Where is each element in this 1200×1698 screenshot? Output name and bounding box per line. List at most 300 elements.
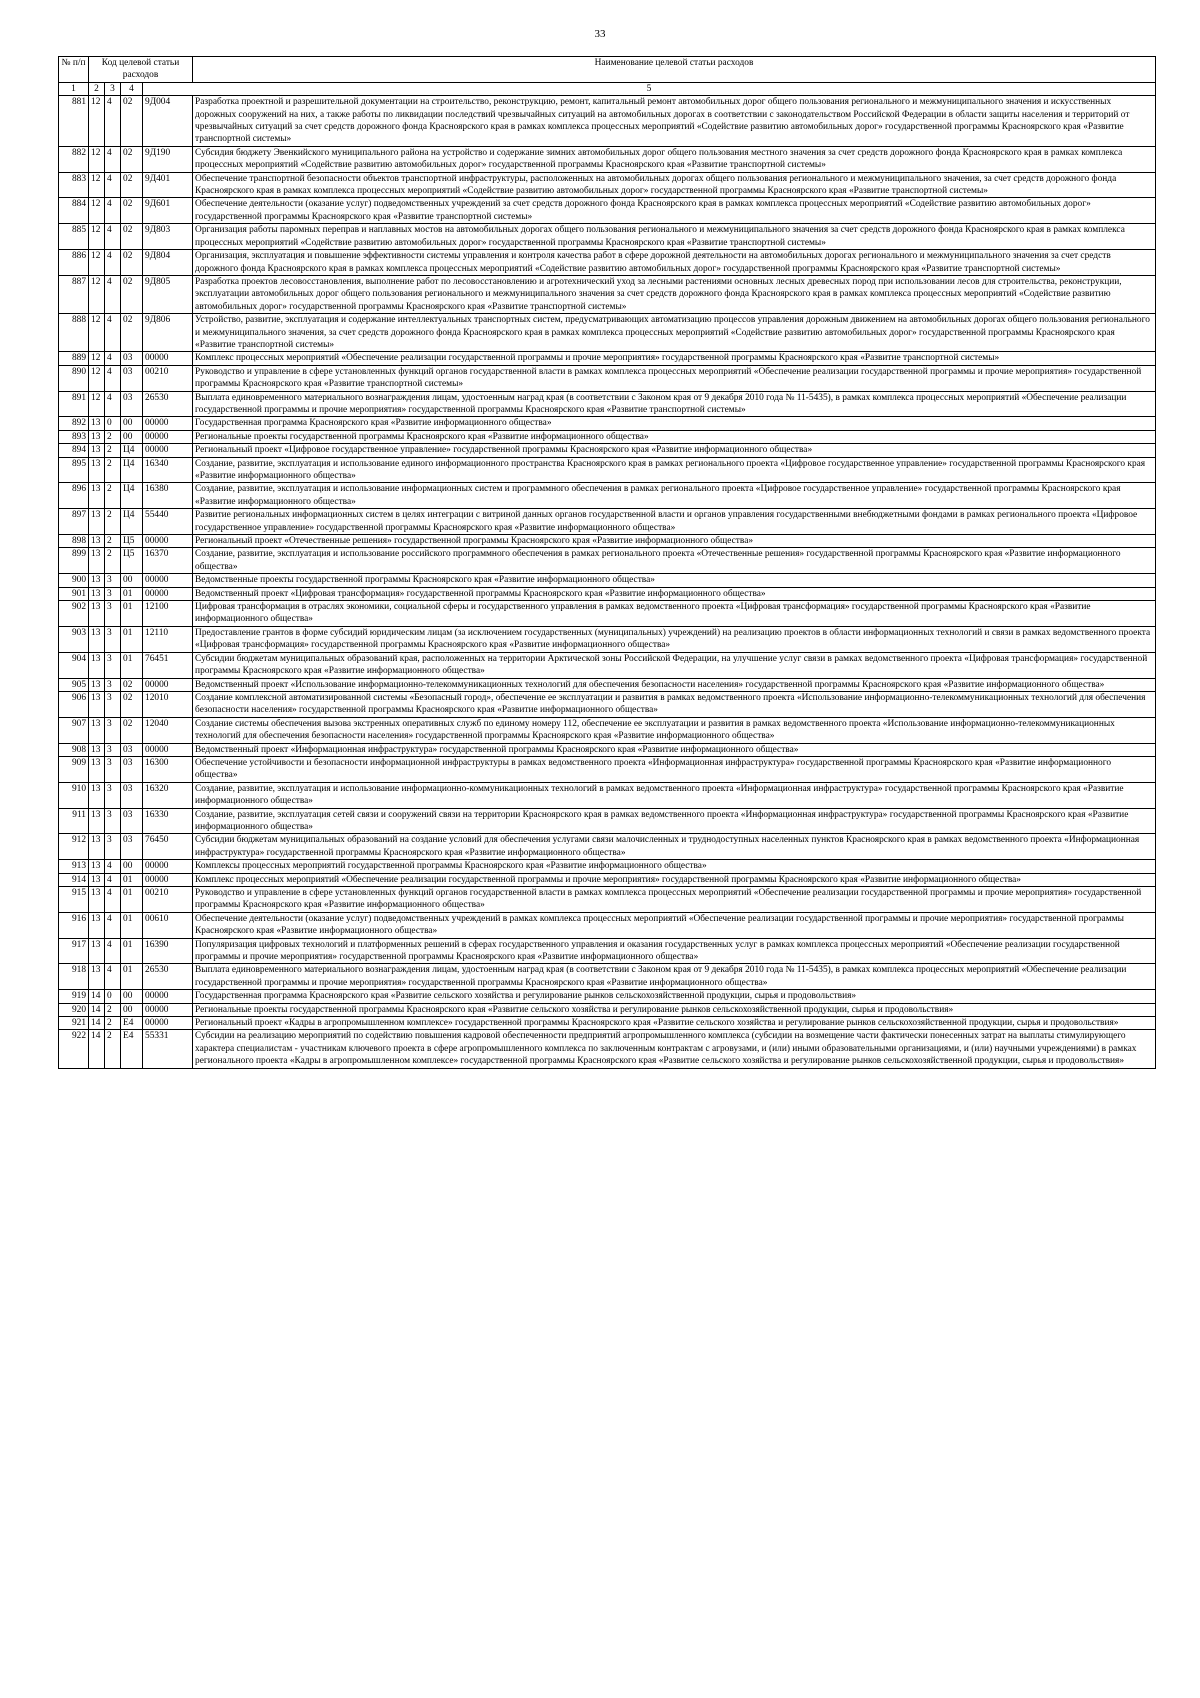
code-program: 12 — [89, 391, 105, 417]
code-group: 01 — [121, 626, 143, 652]
row-number: 901 — [59, 587, 89, 600]
code-direction: 9Д401 — [143, 172, 193, 198]
code-group: Ц4 — [121, 444, 143, 457]
row-number: 914 — [59, 873, 89, 886]
article-name: Выплата единовременного материального вознаграждения лицам, удостоенным наград края (в соответствии с Законом края от 9 декабря 2010 года № 11-5435), в рамках комплекса процессных мероприятий «Обеспечение реализации государственной программы и прочие мероприятия» государственной программы Красноярского края «Развитие информационного общества» — [193, 964, 1156, 990]
code-subprogram: 4 — [105, 172, 121, 198]
code-program: 12 — [89, 172, 105, 198]
code-direction: 16300 — [143, 756, 193, 782]
code-program: 13 — [89, 912, 105, 938]
code-group: 01 — [121, 964, 143, 990]
code-direction: 00210 — [143, 887, 193, 913]
code-direction: 9Д803 — [143, 224, 193, 250]
code-direction: 76450 — [143, 834, 193, 860]
code-program: 12 — [89, 198, 105, 224]
code-direction: 00000 — [143, 860, 193, 873]
table-row — [59, 535, 1156, 548]
article-name: Разработка проектной и разрешительной документации на строительство, реконструкцию, ремонт, капитальный ремонт автомобильных дорог общего пользования регионального и межмуниципального значения и искусственных дорожных сооружений на них, а также работы по ликвидации последствий чрезвычайных ситуаций на автомобильных дорогах в соответствии с законодательством Российской Федерации в области защиты населения и территорий от чрезвычайных ситуаций за счет средств дорожного фонда Красноярского края в рамках комплекса процессных мероприятий «Содействие развитию автомобильных дорог» государственной программы Красноярского края «Развитие транспортной системы» — [193, 96, 1156, 147]
code-subprogram: 4 — [105, 938, 121, 964]
article-name: Субсидии бюджетам муниципальных образований края, расположенных на территории Арктической зоны Российской Федерации, на улучшение услуг связи в рамках ведомственного проекта «Цифровая трансформация» государственной программы Красноярского края «Развитие информационного общества» — [193, 652, 1156, 678]
row-number: 885 — [59, 224, 89, 250]
row-number: 908 — [59, 743, 89, 756]
article-name: Государственная программа Красноярского края «Развитие информационного общества» — [193, 417, 1156, 430]
article-name: Цифровая трансформация в отраслях экономики, социальной сферы и государственного управления в рамках ведомственного проекта «Цифровая трансформация» государственной программы Красноярского края «Развитие информационного общества» — [193, 601, 1156, 627]
code-direction: 16380 — [143, 483, 193, 509]
code-group: 01 — [121, 873, 143, 886]
code-program: 13 — [89, 652, 105, 678]
article-name: Региональный проект «Кадры в агропромышленном комплексе» государственной программы Красноярского края «Развитие сельского хозяйства и регулирование рынков сельскохозяйственной продукции, сырья и продовольствия» — [193, 1017, 1156, 1030]
article-name: Руководство и управление в сфере установленных функций органов государственной власти в рамках комплекса процессных мероприятий «Обеспечение реализации государственной программы и прочие мероприятия» государственной программы Красноярского края «Развитие информационного общества» — [193, 887, 1156, 913]
article-name: Обеспечение деятельности (оказание услуг) подведомственных учреждений за счет средств дорожного фонда Красноярского края в рамках комплекса процессных мероприятий «Содействие развитию автомобильных дорог» государственной программы Красноярского края «Развитие транспортной системы» — [193, 198, 1156, 224]
row-number: 905 — [59, 678, 89, 691]
code-direction: 00000 — [143, 587, 193, 600]
row-number: 894 — [59, 444, 89, 457]
code-group: 02 — [121, 172, 143, 198]
table-row — [59, 198, 1156, 224]
row-number: 899 — [59, 548, 89, 574]
row-number: 886 — [59, 250, 89, 276]
column-number: 3 — [105, 82, 121, 95]
table-row — [59, 652, 1156, 678]
code-group: 00 — [121, 417, 143, 430]
code-group: 02 — [121, 198, 143, 224]
article-name: Создание, развитие, эксплуатация и использование информационно-коммуникационных технологий в рамках ведомственного проекта «Информационная инфраструктура» государственной программы Красноярского края «Развитие информационного общества» — [193, 782, 1156, 808]
code-subprogram: 4 — [105, 964, 121, 990]
column-number: 5 — [143, 82, 1156, 95]
code-subprogram: 4 — [105, 912, 121, 938]
code-direction: 12110 — [143, 626, 193, 652]
code-program: 14 — [89, 1030, 105, 1068]
code-group: 03 — [121, 352, 143, 365]
article-name: Региональный проект «Цифровое государственное управление» государственной программы Красноярского края «Развитие информационного общества» — [193, 444, 1156, 457]
code-program: 13 — [89, 430, 105, 443]
code-subprogram: 4 — [105, 146, 121, 172]
column-numbers-row — [59, 82, 1156, 95]
article-name: Ведомственный проект «Использование информационно-телекоммуникационных технологий для обеспечения безопасности населения» государственной программы Красноярского края «Развитие информационного общества» — [193, 678, 1156, 691]
code-group: 02 — [121, 250, 143, 276]
code-program: 13 — [89, 756, 105, 782]
code-subprogram: 3 — [105, 691, 121, 717]
code-direction: 16330 — [143, 808, 193, 834]
code-group: 02 — [121, 224, 143, 250]
article-name: Организация работы паромных переправ и наплавных мостов на автомобильных дорогах общего пользования регионального и межмуниципального значения за счет средств дорожного фонда Красноярского края в рамках комплекса процессных мероприятий «Содействие развитию автомобильных дорог» государственной программы Красноярского края «Развитие транспортной системы» — [193, 224, 1156, 250]
table-row — [59, 938, 1156, 964]
article-name: Ведомственные проекты государственной программы Красноярского края «Развитие информационного общества» — [193, 574, 1156, 587]
code-direction: 16320 — [143, 782, 193, 808]
code-subprogram: 2 — [105, 535, 121, 548]
article-name: Создание, развитие, эксплуатация и использование информационных систем и программного обеспечения в рамках регионального проекта «Цифровое государственное управление» государственной программы Красноярского края «Развитие информационного общества» — [193, 483, 1156, 509]
table-row — [59, 1017, 1156, 1030]
code-group: 02 — [121, 146, 143, 172]
code-program: 12 — [89, 250, 105, 276]
table-row — [59, 743, 1156, 756]
code-program: 13 — [89, 678, 105, 691]
code-subprogram: 4 — [105, 96, 121, 147]
table-row — [59, 444, 1156, 457]
code-program: 13 — [89, 574, 105, 587]
code-program: 13 — [89, 860, 105, 873]
code-program: 12 — [89, 96, 105, 147]
table-row — [59, 250, 1156, 276]
table-header-row — [59, 57, 1156, 83]
row-number: 896 — [59, 483, 89, 509]
article-name: Создание комплексной автоматизированной системы «Безопасный город», обеспечение ее эксплуатации и развития в рамках ведомственного проекта «Использование информационно-телекоммуникационных технологий для обеспечения безопасности населения» государственной программы Красноярского края «Развитие информационного общества» — [193, 691, 1156, 717]
article-name: Устройство, развитие, эксплуатация и содержание интеллектуальных транспортных систем, предусматривающих автоматизацию процессов управления дорожным движением на автомобильных дорогах общего пользования регионального и межмуниципального значения, за счет средств дорожного фонда Красноярского края в рамках комплекса процессных мероприятий «Содействие развитию автомобильных дорог» государственной программы Красноярского края «Развитие транспортной системы» — [193, 314, 1156, 352]
article-name: Комплекс процессных мероприятий «Обеспечение реализации государственной программы и прочие мероприятия» государственной программы Красноярского края «Развитие транспортной системы» — [193, 352, 1156, 365]
code-group: 03 — [121, 834, 143, 860]
code-subprogram: 4 — [105, 873, 121, 886]
row-number: 893 — [59, 430, 89, 443]
table-row — [59, 509, 1156, 535]
code-program: 13 — [89, 938, 105, 964]
table-row — [59, 172, 1156, 198]
article-name: Создание системы обеспечения вызова экстренных оперативных служб по единому номеру 112, обеспечение ее эксплуатации и развития в рамках ведомственного проекта «Использование информационно-телекоммуникационных технологий для обеспечения безопасности населения» государственной программы Красноярского края «Развитие информационного общества» — [193, 717, 1156, 743]
code-program: 13 — [89, 873, 105, 886]
code-direction: 00610 — [143, 912, 193, 938]
code-program: 12 — [89, 275, 105, 313]
code-group: 01 — [121, 938, 143, 964]
code-subprogram: 4 — [105, 275, 121, 313]
code-subprogram: 2 — [105, 509, 121, 535]
target-articles-table — [58, 56, 1156, 1069]
code-group: 02 — [121, 275, 143, 313]
table-row — [59, 834, 1156, 860]
code-direction: 12040 — [143, 717, 193, 743]
code-direction: 76451 — [143, 652, 193, 678]
code-group: 00 — [121, 990, 143, 1003]
code-program: 13 — [89, 535, 105, 548]
article-name: Региональный проект «Отечественные решения» государственной программы Красноярского края «Развитие информационного общества» — [193, 535, 1156, 548]
column-number: 1 — [59, 82, 89, 95]
table-row — [59, 626, 1156, 652]
article-name: Развитие региональных информационных систем в целях интеграции с витриной данных органов государственной власти и органов управления государственными внебюджетными фондами в рамках регионального проекта «Цифровое государственное управление» государственной программы Красноярского края «Развитие информационного общества» — [193, 509, 1156, 535]
code-program: 13 — [89, 444, 105, 457]
article-name: Обеспечение транспортной безопасности объектов транспортной инфраструктуры, расположенных на автомобильных дорогах общего пользования регионального и межмуниципального значения, за счет средств дорожного фонда Красноярского края в рамках комплекса процессных мероприятий «Содействие развитию автомобильных дорог» государственной программы Красноярского края «Развитие транспортной системы» — [193, 172, 1156, 198]
table-row — [59, 483, 1156, 509]
code-group: 03 — [121, 391, 143, 417]
code-group: 01 — [121, 912, 143, 938]
code-program: 13 — [89, 834, 105, 860]
code-subprogram: 4 — [105, 365, 121, 391]
code-direction: 00000 — [143, 352, 193, 365]
code-subprogram: 3 — [105, 743, 121, 756]
article-name: Ведомственный проект «Информационная инфраструктура» государственной программы Красноярского края «Развитие информационного общества» — [193, 743, 1156, 756]
code-subprogram: 0 — [105, 417, 121, 430]
code-direction: 16370 — [143, 548, 193, 574]
code-program: 13 — [89, 743, 105, 756]
code-subprogram: 3 — [105, 587, 121, 600]
row-number: 902 — [59, 601, 89, 627]
row-number: 907 — [59, 717, 89, 743]
code-group: 03 — [121, 365, 143, 391]
table-row — [59, 146, 1156, 172]
code-subprogram: 4 — [105, 250, 121, 276]
code-program: 13 — [89, 601, 105, 627]
row-number: 906 — [59, 691, 89, 717]
table-row — [59, 587, 1156, 600]
table-row — [59, 224, 1156, 250]
row-number: 892 — [59, 417, 89, 430]
table-row — [59, 601, 1156, 627]
code-group: 02 — [121, 678, 143, 691]
row-number: 909 — [59, 756, 89, 782]
table-row — [59, 691, 1156, 717]
table-row — [59, 96, 1156, 147]
code-subprogram: 4 — [105, 887, 121, 913]
code-direction: 00000 — [143, 444, 193, 457]
article-name: Субсидии бюджетам муниципальных образований на создание условий для обеспечения услугами связи малочисленных и труднодоступных населенных пунктов Красноярского края в рамках ведомственного проекта «Информационная инфраструктура» государственной программы Красноярского края «Развитие информационного общества» — [193, 834, 1156, 860]
code-direction: 9Д806 — [143, 314, 193, 352]
code-group: Ц4 — [121, 483, 143, 509]
code-group: Е4 — [121, 1017, 143, 1030]
row-number: 884 — [59, 198, 89, 224]
code-direction: 00000 — [143, 535, 193, 548]
article-name: Региональные проекты государственной программы Красноярского края «Развитие информационного общества» — [193, 430, 1156, 443]
table-row — [59, 352, 1156, 365]
row-number: 895 — [59, 457, 89, 483]
row-number: 917 — [59, 938, 89, 964]
code-program: 13 — [89, 717, 105, 743]
code-subprogram: 3 — [105, 717, 121, 743]
table-row — [59, 808, 1156, 834]
code-subprogram: 2 — [105, 430, 121, 443]
row-number: 921 — [59, 1017, 89, 1030]
row-number: 891 — [59, 391, 89, 417]
row-number: 915 — [59, 887, 89, 913]
table-row — [59, 678, 1156, 691]
code-group: 03 — [121, 782, 143, 808]
code-subprogram: 2 — [105, 548, 121, 574]
code-program: 13 — [89, 483, 105, 509]
code-subprogram: 3 — [105, 652, 121, 678]
code-subprogram: 2 — [105, 457, 121, 483]
article-name: Субсидии на реализацию мероприятий по содействию повышения кадровой обеспеченности предприятий агропромышленного комплекса (субсидии на возмещение части фактически понесенных затрат на выплаты стимулирующего характера специалистам - участникам ключевого проекта в сфере агропромышленного комплекса по заключенным контрактам с агровузами, и (или) иными образовательными организациями, и (или) научными учреждениями) в рамках регионального проекта «Кадры в агропромышленном комплексе» государственной программы Красноярского края «Развитие сельского хозяйства и регулирование рынков сельскохозяйственной продукции, сырья и продовольствия» — [193, 1030, 1156, 1068]
table-row — [59, 457, 1156, 483]
row-number: 897 — [59, 509, 89, 535]
table-row — [59, 417, 1156, 430]
article-name: Выплата единовременного материального вознаграждения лицам, удостоенным наград края (в соответствии с Законом края от 9 декабря 2010 года № 11-5435), в рамках комплекса процессных мероприятий «Обеспечение реализации государственной программы и прочие мероприятия» государственной программы Красноярского края «Развитие транспортной системы» — [193, 391, 1156, 417]
code-program: 13 — [89, 417, 105, 430]
row-number: 883 — [59, 172, 89, 198]
code-program: 12 — [89, 365, 105, 391]
row-number: 912 — [59, 834, 89, 860]
code-direction: 9Д190 — [143, 146, 193, 172]
code-direction: 00000 — [143, 990, 193, 1003]
code-subprogram: 2 — [105, 1017, 121, 1030]
code-group: Ц5 — [121, 548, 143, 574]
row-number: 882 — [59, 146, 89, 172]
article-name: Создание, развитие, эксплуатация сетей связи и сооружений связи на территории Красноярского края в рамках ведомственного проекта «Информационная инфраструктура» государственной программы Красноярского края «Развитие информационного общества» — [193, 808, 1156, 834]
row-number: 881 — [59, 96, 89, 147]
table-row — [59, 314, 1156, 352]
table-row — [59, 860, 1156, 873]
code-program: 14 — [89, 1003, 105, 1016]
code-group: Е4 — [121, 1030, 143, 1068]
code-subprogram: 2 — [105, 1030, 121, 1068]
article-name: Комплекс процессных мероприятий «Обеспечение реализации государственной программы и прочие мероприятия» государственной программы Красноярского края «Развитие информационного общества» — [193, 873, 1156, 886]
row-number: 913 — [59, 860, 89, 873]
column-number: 4 — [121, 82, 143, 95]
code-group: 03 — [121, 756, 143, 782]
code-direction: 26530 — [143, 964, 193, 990]
code-group: 03 — [121, 808, 143, 834]
code-group: 01 — [121, 887, 143, 913]
row-number: 898 — [59, 535, 89, 548]
table-row — [59, 391, 1156, 417]
code-subprogram: 4 — [105, 224, 121, 250]
table-row — [59, 365, 1156, 391]
header-name: Наименование целевой статьи расходов — [193, 57, 1156, 83]
article-name: Обеспечение деятельности (оказание услуг) подведомственных учреждений в рамках комплекса процессных мероприятий «Обеспечение реализации государственной программы и прочие мероприятия» государственной программы Красноярского края «Развитие информационного общества» — [193, 912, 1156, 938]
row-number: 903 — [59, 626, 89, 652]
code-subprogram: 0 — [105, 990, 121, 1003]
code-program: 13 — [89, 964, 105, 990]
code-group: 02 — [121, 717, 143, 743]
code-direction: 00000 — [143, 417, 193, 430]
row-number: 919 — [59, 990, 89, 1003]
code-direction: 00000 — [143, 430, 193, 443]
table-row — [59, 717, 1156, 743]
code-direction: 00000 — [143, 1003, 193, 1016]
code-subprogram: 2 — [105, 444, 121, 457]
column-number: 2 — [89, 82, 105, 95]
row-number: 922 — [59, 1030, 89, 1068]
code-direction: 16390 — [143, 938, 193, 964]
code-group: 00 — [121, 1003, 143, 1016]
code-program: 13 — [89, 587, 105, 600]
code-subprogram: 3 — [105, 574, 121, 587]
code-direction: 00000 — [143, 1017, 193, 1030]
table-row — [59, 964, 1156, 990]
article-name: Комплексы процессных мероприятий государственной программы Красноярского края «Развитие информационного общества» — [193, 860, 1156, 873]
code-subprogram: 4 — [105, 198, 121, 224]
code-subprogram: 3 — [105, 834, 121, 860]
code-group: 00 — [121, 574, 143, 587]
table-row — [59, 887, 1156, 913]
table-row — [59, 574, 1156, 587]
code-direction: 00000 — [143, 743, 193, 756]
code-program: 12 — [89, 224, 105, 250]
header-row-number: № п/п — [59, 57, 89, 83]
code-program: 13 — [89, 509, 105, 535]
code-subprogram: 2 — [105, 483, 121, 509]
article-name: Обеспечение устойчивости и безопасности информационной инфраструктуры в рамках ведомственного проекта «Информационная инфраструктура» государственной программы Красноярского края «Развитие информационного общества» — [193, 756, 1156, 782]
article-name: Руководство и управление в сфере установленных функций органов государственной власти в рамках комплекса процессных мероприятий «Обеспечение реализации государственной программы и прочие мероприятия» государственной программы Красноярского края «Развитие транспортной системы» — [193, 365, 1156, 391]
row-number: 887 — [59, 275, 89, 313]
code-program: 12 — [89, 146, 105, 172]
code-direction: 55331 — [143, 1030, 193, 1068]
code-direction: 12010 — [143, 691, 193, 717]
row-number: 920 — [59, 1003, 89, 1016]
code-group: 03 — [121, 743, 143, 756]
table-row — [59, 1003, 1156, 1016]
article-name: Предоставление грантов в форме субсидий юридическим лицам (за исключением государственных (муниципальных) учреждений) на реализацию проектов в области информационных технологий и связи в рамках ведомственного проекта «Цифровая трансформация» государственной программы Красноярского края «Развитие информационного общества» — [193, 626, 1156, 652]
code-group: 00 — [121, 860, 143, 873]
row-number: 904 — [59, 652, 89, 678]
code-program: 13 — [89, 457, 105, 483]
code-group: Ц5 — [121, 535, 143, 548]
article-name: Региональные проекты государственной программы Красноярского края «Развитие сельского хозяйства и регулирование рынков сельскохозяйственной продукции, сырья и продовольствия» — [193, 1003, 1156, 1016]
code-direction: 9Д805 — [143, 275, 193, 313]
article-name: Создание, развитие, эксплуатация и использование российского программного обеспечения в рамках регионального проекта «Отечественные решения» государственной программы Красноярского края «Развитие информационного общества» — [193, 548, 1156, 574]
code-subprogram: 4 — [105, 860, 121, 873]
code-direction: 26530 — [143, 391, 193, 417]
code-subprogram: 4 — [105, 352, 121, 365]
table-row — [59, 782, 1156, 808]
code-group: 02 — [121, 314, 143, 352]
article-name: Субсидия бюджету Эвенкийского муниципального района на устройство и содержание зимних автомобильных дорог общего пользования местного значения за счет средств дорожного фонда Красноярского края в рамках комплекса процессных мероприятий «Содействие развитию автомобильных дорог» государственной программы Красноярского края «Развитие транспортной системы» — [193, 146, 1156, 172]
article-name: Разработка проектов лесовосстановления, выполнение работ по лесовосстановлению и агротехнический уход за лесными растениями основных лесных древесных пород при использовании лесов для строительства, реконструкции, эксплуатации автомобильных дорог общего пользования регионального и межмуниципального значения за счет средств дорожного фонда Красноярского края в рамках комплекса процессных мероприятий «Содействие развитию автомобильных дорог» государственной программы Красноярского края «Развитие транспортной системы» — [193, 275, 1156, 313]
row-number: 910 — [59, 782, 89, 808]
code-direction: 9Д804 — [143, 250, 193, 276]
row-number: 889 — [59, 352, 89, 365]
row-number: 888 — [59, 314, 89, 352]
code-group: 00 — [121, 430, 143, 443]
code-subprogram: 3 — [105, 782, 121, 808]
table-row — [59, 548, 1156, 574]
code-group: 02 — [121, 96, 143, 147]
code-program: 13 — [89, 691, 105, 717]
code-program: 13 — [89, 808, 105, 834]
code-direction: 12100 — [143, 601, 193, 627]
row-number: 900 — [59, 574, 89, 587]
code-program: 14 — [89, 990, 105, 1003]
row-number: 890 — [59, 365, 89, 391]
code-program: 13 — [89, 626, 105, 652]
code-direction: 16340 — [143, 457, 193, 483]
code-direction: 9Д004 — [143, 96, 193, 147]
code-direction: 00000 — [143, 873, 193, 886]
code-subprogram: 3 — [105, 678, 121, 691]
article-name: Создание, развитие, эксплуатация и использование единого информационного пространства Красноярского края в рамках регионального проекта «Цифровое государственное управление» государственной программы Красноярского края «Развитие информационного общества» — [193, 457, 1156, 483]
code-group: 01 — [121, 587, 143, 600]
code-subprogram: 3 — [105, 756, 121, 782]
code-subprogram: 3 — [105, 808, 121, 834]
article-name: Организация, эксплуатация и повышение эффективности системы управления и контроля качества работ в сфере дорожной деятельности на автомобильных дорогах регионального и межмуниципального значения за счет средств дорожного фонда Красноярского края в рамках комплекса процессных мероприятий «Содействие развитию автомобильных дорог» государственной программы Красноярского края «Развитие транспортной системы» — [193, 250, 1156, 276]
code-program: 12 — [89, 352, 105, 365]
code-subprogram: 2 — [105, 1003, 121, 1016]
code-group: 01 — [121, 652, 143, 678]
code-direction: 55440 — [143, 509, 193, 535]
table-row — [59, 1030, 1156, 1068]
table-row — [59, 912, 1156, 938]
table-row — [59, 756, 1156, 782]
code-program: 12 — [89, 314, 105, 352]
code-subprogram: 4 — [105, 314, 121, 352]
code-subprogram: 3 — [105, 601, 121, 627]
header-code: Код целевой статьи расходов — [89, 57, 193, 83]
code-subprogram: 4 — [105, 391, 121, 417]
row-number: 918 — [59, 964, 89, 990]
code-group: Ц4 — [121, 457, 143, 483]
code-group: 01 — [121, 601, 143, 627]
code-direction: 00000 — [143, 574, 193, 587]
code-direction: 9Д601 — [143, 198, 193, 224]
code-direction: 00000 — [143, 678, 193, 691]
row-number: 911 — [59, 808, 89, 834]
table-row — [59, 873, 1156, 886]
table-row — [59, 275, 1156, 313]
code-direction: 00210 — [143, 365, 193, 391]
article-name: Популяризация цифровых технологий и платформенных решений в сферах государственного управления и оказания государственных услуг в рамках комплекса процессных мероприятий «Обеспечение реализации государственной программы и прочие мероприятия» государственной программы Красноярского края «Развитие информационного общества» — [193, 938, 1156, 964]
code-group: 02 — [121, 691, 143, 717]
article-name: Государственная программа Красноярского края «Развитие сельского хозяйства и регулирование рынков сельскохозяйственной продукции, сырья и продовольствия» — [193, 990, 1156, 1003]
code-group: Ц4 — [121, 509, 143, 535]
row-number: 916 — [59, 912, 89, 938]
code-program: 13 — [89, 887, 105, 913]
table-row — [59, 430, 1156, 443]
code-subprogram: 3 — [105, 626, 121, 652]
